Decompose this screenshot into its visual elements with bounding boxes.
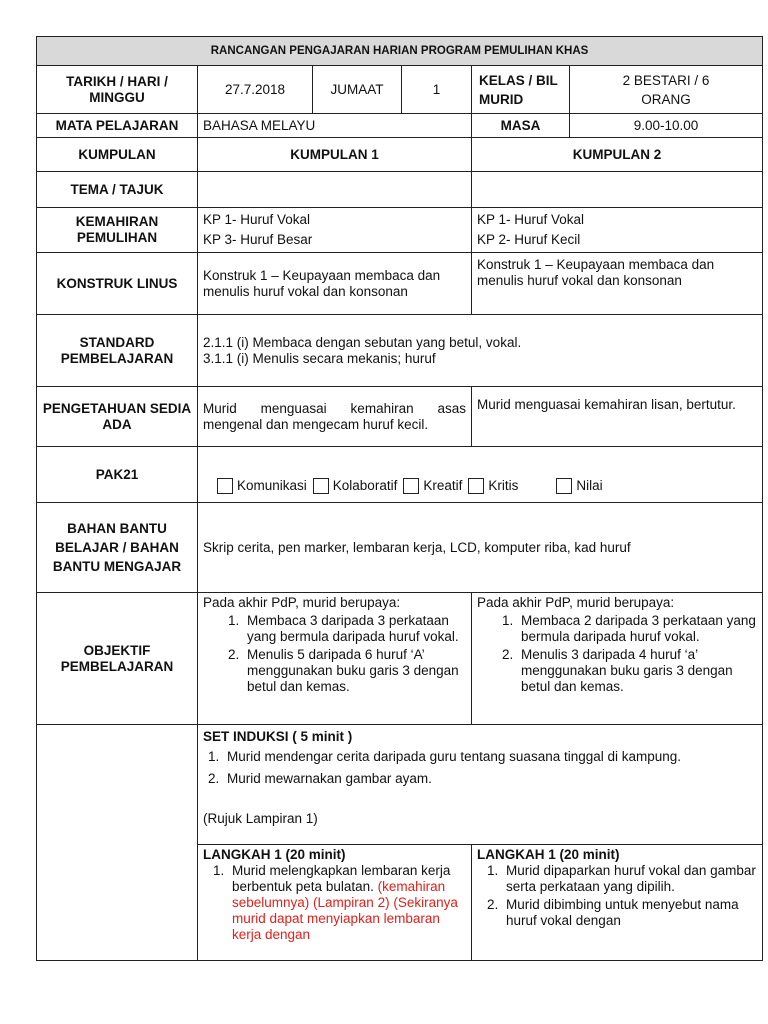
document-title: RANCANGAN PENGAJARAN HARIAN PROGRAM PEMULIHAN KHAS <box>37 37 763 66</box>
pak21-checkbox-row <box>203 478 757 494</box>
bahan-value: Skrip cerita, pen marker, lembaran kerja, LCD, komputer riba, kad huruf <box>198 503 763 593</box>
standard-label: STANDARD PEMBELAJARAN <box>37 315 198 387</box>
kolaboratif-checkbox[interactable] <box>313 478 329 494</box>
pak21-option-kritis[interactable] <box>468 478 518 494</box>
langkah1-k1-red-note: (kemahiran sebelumnya) (Lampiran 2) (Sekiranya murid dapat menyiapkan lembaran kerja dengan <box>232 879 458 942</box>
list-item: 2. Menulis 3 daripada 4 huruf ‘a’ menggunakan buku garis 3 dengan betul dan kemas. <box>517 647 757 695</box>
objektif-label: OBJEKTIF PEMBELAJARAN <box>37 593 198 725</box>
kritis-label: Kritis <box>488 478 519 493</box>
set-induksi-cell <box>198 725 763 845</box>
bahan-row <box>37 503 763 593</box>
list-item: 1. Murid mendengar cerita daripada guru tentang suasana tinggal di kampung. <box>223 747 757 767</box>
list-item: 2. Murid mewarnakan gambar ayam. <box>223 769 757 789</box>
tema-k1 <box>198 172 472 208</box>
standard-line: 3.1.1 (i) Menulis secara mekanis; huruf <box>203 350 436 366</box>
nilai-checkbox[interactable] <box>556 478 572 494</box>
konstruk-label: KONSTRUK LINUS <box>37 253 198 315</box>
langkah1-k1-list <box>203 863 466 943</box>
tema-k2 <box>472 172 763 208</box>
langkah-label-empty <box>37 725 198 961</box>
kumpulan-row <box>37 138 763 172</box>
tema-label: TEMA / TAJUK <box>37 172 198 208</box>
konstruk-k1: Konstruk 1 – Keupayaan membaca dan menulis huruf vokal dan konsonan <box>198 253 472 315</box>
pak21-label: PAK21 <box>37 447 198 503</box>
bahan-label: BAHAN BANTU BELAJAR / BAHAN BANTU MENGAJAR <box>37 503 198 593</box>
objektif-row <box>37 593 763 725</box>
kumpulan-2-heading: KUMPULAN 2 <box>472 138 763 172</box>
kreatif-label: Kreatif <box>423 478 463 493</box>
tema-row <box>37 172 763 208</box>
objektif-k1-list <box>203 613 466 695</box>
list-item: 1. Membaca 3 daripada 3 perkataan yang bermula daripada huruf vokal. <box>243 613 466 645</box>
kelas-value: 2 BESTARI / 6 ORANG <box>570 66 763 114</box>
set-induksi-list <box>203 747 757 789</box>
subject-row <box>37 114 763 138</box>
masa-value: 9.00-10.00 <box>570 114 763 138</box>
komunikasi-checkbox[interactable] <box>217 478 233 494</box>
komunikasi-label: Komunikasi <box>237 478 307 493</box>
pak21-option-kolaboratif[interactable] <box>313 478 398 494</box>
pengetahuan-k1: Murid menguasai kemahiran asas mengenal dan mengecam huruf kecil. <box>198 387 472 447</box>
kemahiran-row <box>37 208 763 253</box>
langkah1-k2-heading: LANGKAH 1 (20 minit) <box>477 847 620 862</box>
kelas-label: KELAS / BIL MURID <box>472 66 570 114</box>
list-item: 1. Murid dipaparkan huruf vokal dan gambar serta perkataan yang dipilih. <box>502 863 757 895</box>
lesson-plan-table <box>36 36 763 961</box>
pak21-option-kreatif[interactable] <box>403 478 462 494</box>
day-value: JUMAAT <box>313 66 402 114</box>
date-row <box>37 66 763 114</box>
konstruk-row <box>37 253 763 315</box>
pengetahuan-label: PENGETAHUAN SEDIA ADA <box>37 387 198 447</box>
standard-line: 2.1.1 (i) Membaca dengan sebutan yang betul, vokal. <box>203 334 522 350</box>
date-value: 27.7.2018 <box>198 66 313 114</box>
week-value: 1 <box>402 66 472 114</box>
objektif-k1-intro: Pada akhir PdP, murid berupaya: <box>203 595 401 610</box>
kreatif-checkbox[interactable] <box>403 478 419 494</box>
objektif-k2-intro: Pada akhir PdP, murid berupaya: <box>477 595 675 610</box>
pengetahuan-k2: Murid menguasai kemahiran lisan, bertutur. <box>472 387 763 447</box>
langkah1-k2 <box>472 845 763 961</box>
standard-row <box>37 315 763 387</box>
tarikh-label: TARIKH / HARI / MINGGU <box>37 66 198 114</box>
langkah1-k1 <box>198 845 472 961</box>
langkah1-k2-list <box>477 863 757 929</box>
kemahiran-k2 <box>472 208 763 253</box>
subject-value: BAHASA MELAYU <box>198 114 472 138</box>
langkah1-k1-heading: LANGKAH 1 (20 minit) <box>203 847 346 862</box>
standard-value <box>198 315 763 387</box>
list-item <box>228 863 466 943</box>
pak21-option-nilai[interactable] <box>556 478 602 494</box>
set-induksi-row <box>37 725 763 845</box>
pengetahuan-row <box>37 387 763 447</box>
kumpulan-label: KUMPULAN <box>37 138 198 172</box>
list-item: 2. Menulis 5 daripada 6 huruf ‘A’ menggunakan buku garis 3 dengan betul dan kemas. <box>243 647 466 695</box>
objektif-k2 <box>472 593 763 725</box>
lesson-plan-sheet <box>36 36 762 961</box>
pak21-options <box>198 447 763 503</box>
set-induksi-note: (Rujuk Lampiran 1) <box>203 811 318 826</box>
konstruk-k2: Konstruk 1 – Keupayaan membaca dan menulis huruf vokal dan konsonan <box>472 253 763 315</box>
list-item: 1. Membaca 2 daripada 3 perkataan yang bermula daripada huruf vokal. <box>517 613 757 645</box>
pak21-option-komunikasi[interactable] <box>217 478 307 494</box>
kemahiran-label: KEMAHIRAN PEMULIHAN <box>37 208 198 253</box>
pak21-row <box>37 447 763 503</box>
list-item: 2. Murid dibimbing untuk menyebut nama huruf vokal dengan <box>502 897 757 929</box>
kolaboratif-label: Kolaboratif <box>332 478 398 493</box>
kumpulan-1-heading: KUMPULAN 1 <box>198 138 472 172</box>
kritis-checkbox[interactable] <box>468 478 484 494</box>
objektif-k2-list <box>477 613 757 695</box>
mata-pelajaran-label: MATA PELAJARAN <box>37 114 198 138</box>
nilai-label: Nilai <box>576 478 603 493</box>
kemahiran-k2-line: KP 1- Huruf Vokal <box>477 212 585 227</box>
langkah1-k1-text: Murid melengkapkan lembaran kerja berbentuk peta bulatan. <box>232 863 451 894</box>
kemahiran-k1-line: KP 3- Huruf Besar <box>203 232 313 247</box>
kemahiran-k2-line: KP 2- Huruf Kecil <box>477 232 581 247</box>
objektif-k1 <box>198 593 472 725</box>
title-row <box>37 37 763 66</box>
kemahiran-k1-line: KP 1- Huruf Vokal <box>203 212 311 227</box>
kemahiran-k1 <box>198 208 472 253</box>
masa-label: MASA <box>472 114 570 138</box>
set-induksi-heading: SET INDUKSI ( 5 minit ) <box>203 729 353 744</box>
